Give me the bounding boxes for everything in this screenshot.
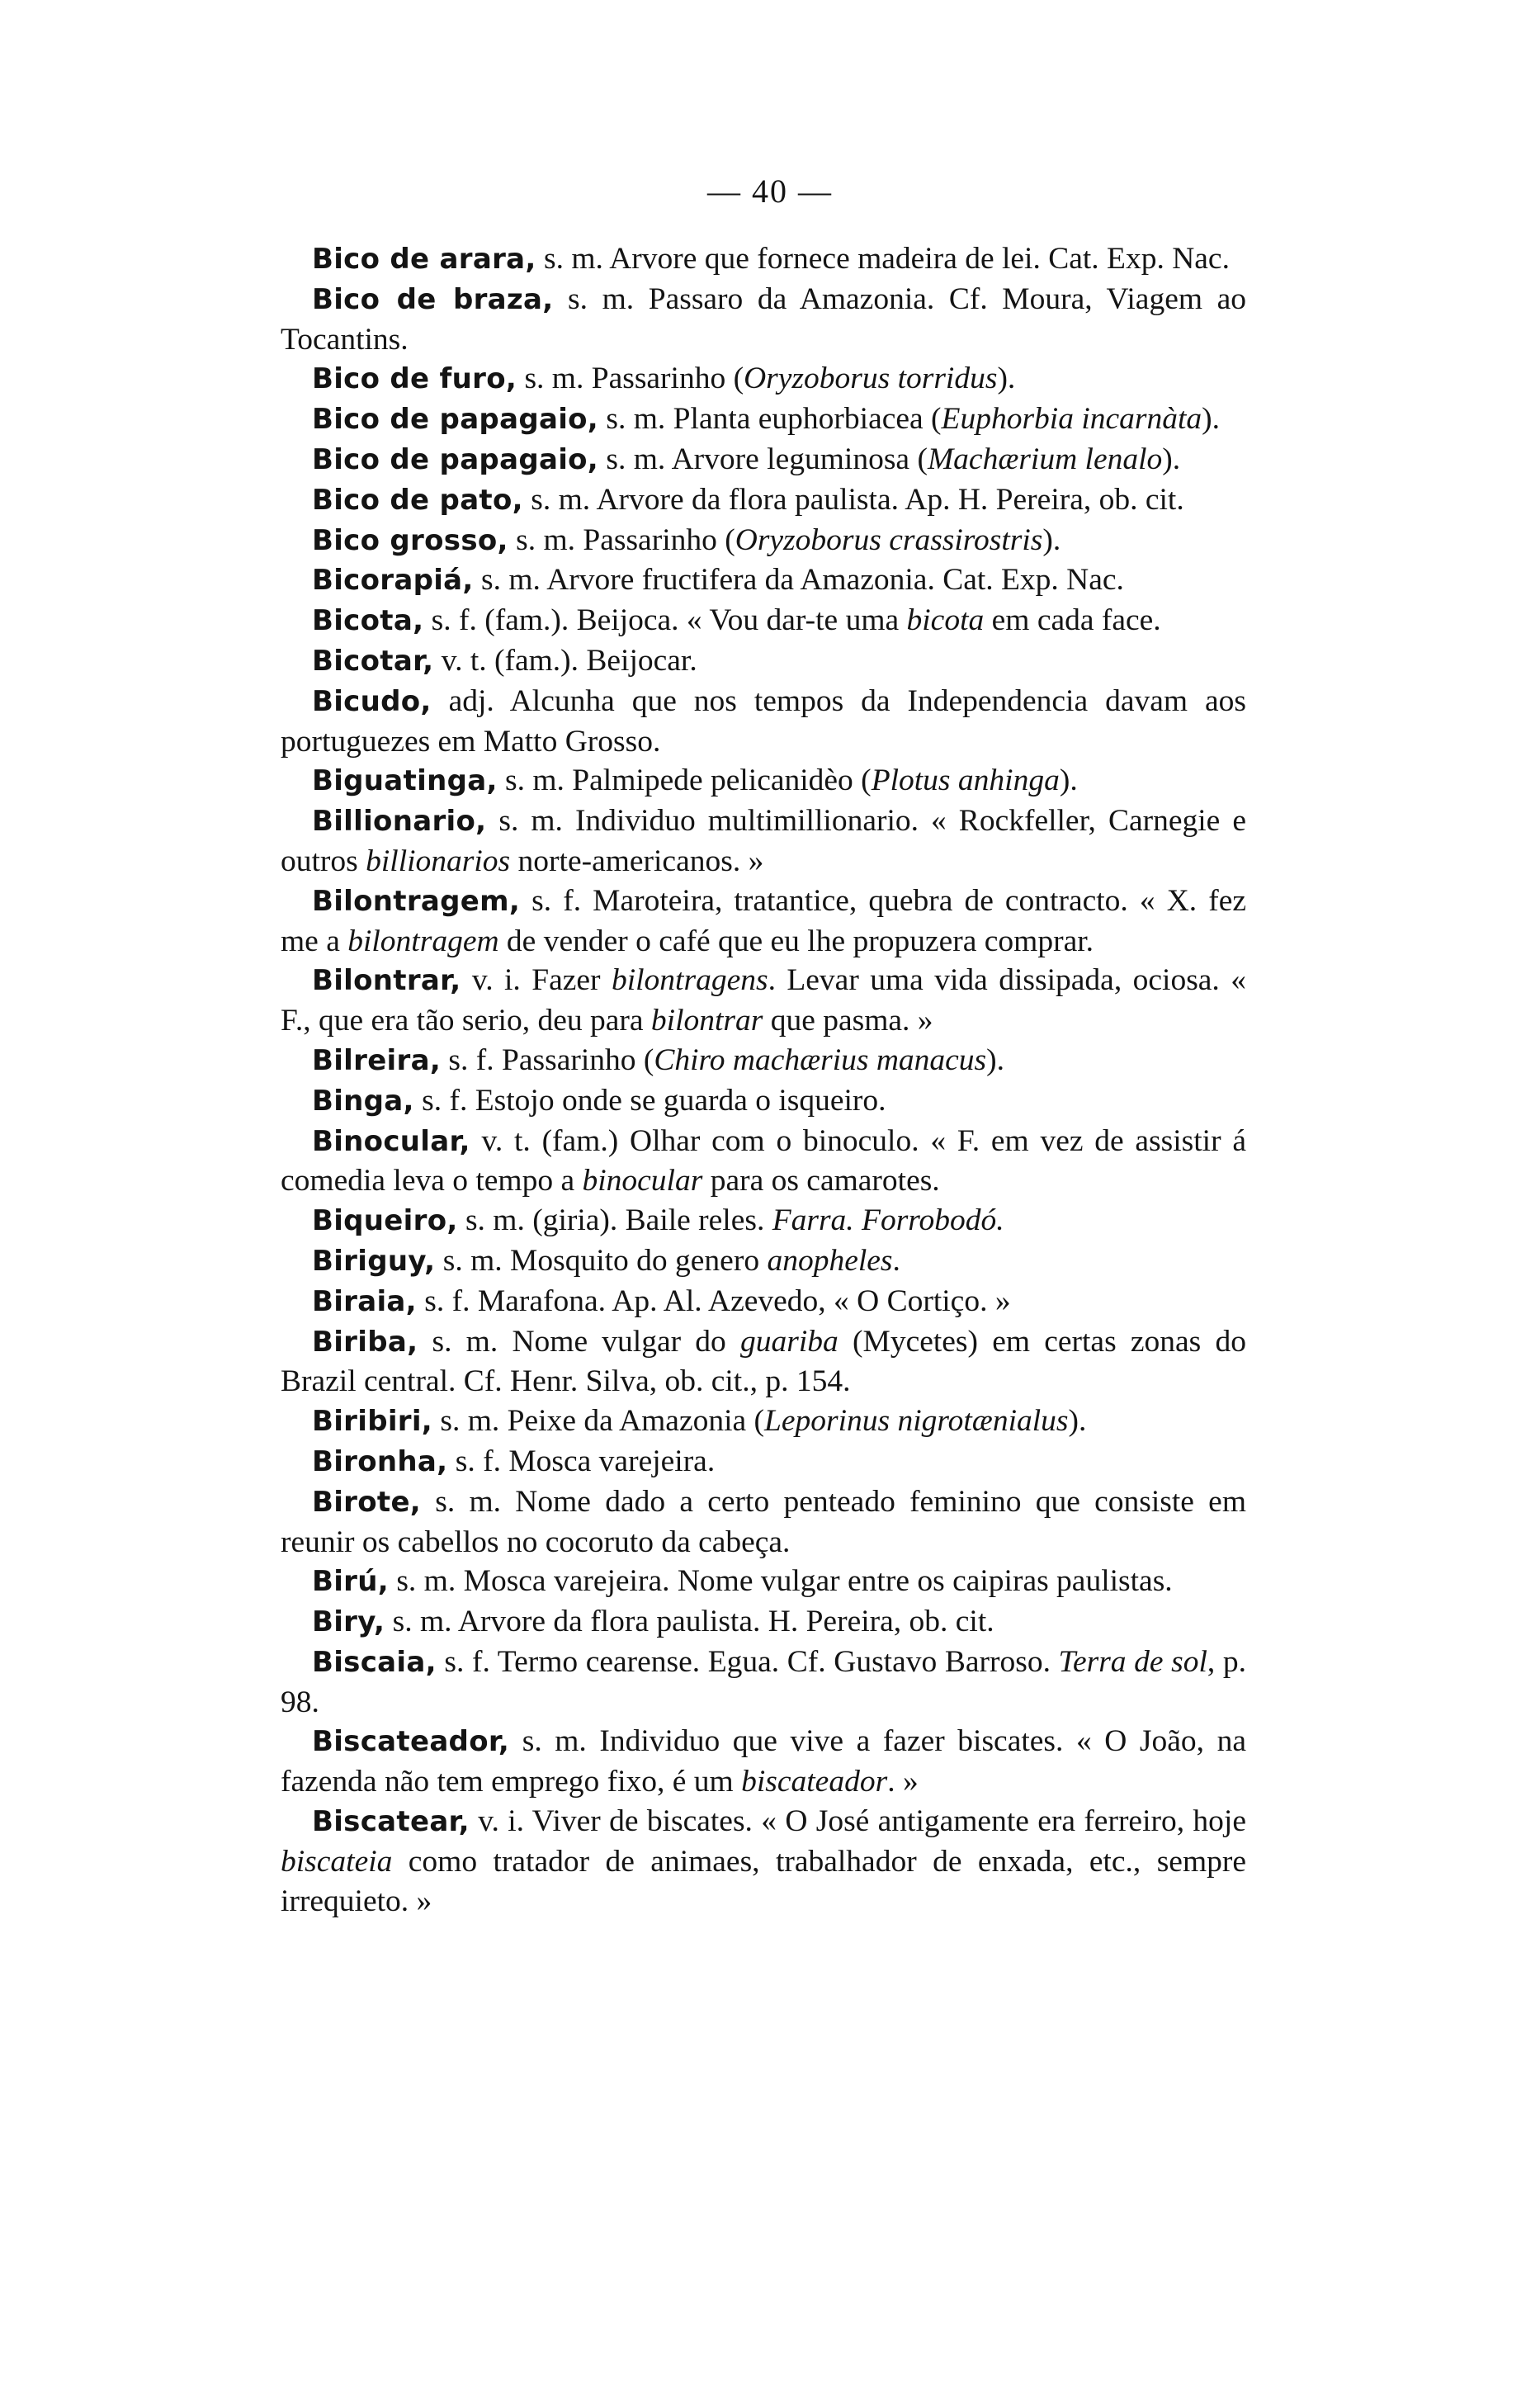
entry-headword: Biriguy, <box>312 1244 436 1278</box>
dictionary-entry <box>281 1081 1246 1122</box>
entry-text: ). <box>1202 402 1221 437</box>
entry-text: ). <box>1042 522 1061 557</box>
entry-italic-text: billionarios <box>366 844 511 878</box>
entry-text: . <box>892 1243 900 1278</box>
entry-headword: Biriba, <box>312 1325 418 1359</box>
entry-italic-text: Terra de sol <box>1058 1644 1207 1679</box>
entry-text: s. m. Mosca varejeira. Nome vulgar entre os caipiras paulistas. <box>388 1564 1173 1599</box>
dictionary-entry <box>281 961 1246 1041</box>
entry-headword: Biscateador, <box>312 1725 510 1759</box>
dictionary-entry <box>281 1482 1246 1562</box>
dictionary-entry <box>281 359 1246 399</box>
entry-headword: Bico grosso, <box>312 523 508 557</box>
entry-text: ). <box>997 362 1016 396</box>
entry-text: s. m. Passarinho ( <box>508 522 735 557</box>
dictionary-entry <box>281 399 1246 440</box>
dictionary-entry <box>281 1122 1246 1202</box>
entry-text: ). <box>1059 763 1078 798</box>
entry-headword: Biscaia, <box>312 1645 437 1679</box>
entry-text: ). <box>1068 1404 1087 1439</box>
entry-italic-text: Farra. Forrobodó. <box>772 1203 1004 1238</box>
entry-headword: Binocular, <box>312 1124 470 1158</box>
dictionary-entry <box>281 601 1246 641</box>
entry-text: s. m. Individuo multimillionario. « Rockfeller, Carnegie e outros <box>281 804 1246 878</box>
entry-text: s. f. Marafona. Ap. Al. Azevedo, « O Cortiço. » <box>416 1283 1011 1318</box>
entry-text: s. m. Palmipede pelicanidèo ( <box>497 763 872 798</box>
entry-text: s. m. Mosquito do genero <box>435 1243 768 1278</box>
dictionary-entry <box>281 1602 1246 1643</box>
dictionary-entry <box>281 1442 1246 1482</box>
dictionary-entry <box>281 1802 1246 1921</box>
dictionary-entry <box>281 682 1246 762</box>
entry-text: , p. 98. <box>281 1644 1247 1719</box>
entry-text: norte-americanos. » <box>510 844 764 878</box>
entry-text: s. m. Nome vulgar do <box>418 1324 741 1359</box>
dictionary-entry <box>281 761 1246 801</box>
entry-text: v. i. Fazer <box>461 963 612 998</box>
entry-headword: Biraia, <box>312 1284 417 1318</box>
entry-headword: Birú, <box>312 1565 389 1599</box>
entry-text: . » <box>887 1765 919 1799</box>
dictionary-entry <box>281 1643 1246 1723</box>
entry-text: que pasma. » <box>763 1004 933 1038</box>
entry-italic-text: guariba <box>740 1324 838 1359</box>
entry-italic-text: bilontragem <box>347 924 499 958</box>
entry-headword: Biscatear, <box>312 1805 470 1839</box>
entry-headword: Binga, <box>312 1084 414 1118</box>
entry-italic-text: biscateia <box>281 1844 393 1879</box>
dictionary-entry <box>281 1201 1246 1241</box>
entry-italic-text: bicota <box>906 603 985 638</box>
entry-italic-text: Chiro machærius manacus <box>654 1042 987 1077</box>
entry-text: s. m. Arvore leguminosa ( <box>598 442 928 476</box>
dictionary-entry <box>281 1282 1246 1322</box>
entry-text: . Levar uma vida dissipada, ociosa. « F., que era tão serio, deu para <box>281 963 1246 1038</box>
entry-text: s. m. Passarinho ( <box>517 362 744 396</box>
dictionary-entry <box>281 801 1246 882</box>
dictionary-entry <box>281 1722 1246 1802</box>
entry-text: s. m. Nome dado a certo penteado feminino que consiste em reunir os cabellos no cocoruto da cabeça. <box>281 1484 1246 1559</box>
page-number: — 40 — <box>707 173 833 210</box>
entry-headword: Bicudo, <box>312 684 432 718</box>
entry-headword: Bicota, <box>312 604 424 638</box>
entry-text: s. f. Estojo onde se guarda o isqueiro. <box>413 1083 886 1118</box>
entry-text: s. f. (fam.). Beijoca. « Vou dar-te uma <box>423 603 907 638</box>
dictionary-entry <box>281 1241 1246 1282</box>
entry-text: s. m. Peixe da Amazonia ( <box>432 1404 765 1439</box>
entry-headword: Biqueiro, <box>312 1204 458 1238</box>
entry-text: s. f. Mosca varejeira. <box>447 1444 716 1478</box>
entry-italic-text: anopheles <box>767 1243 893 1278</box>
entry-headword: Bilontragem, <box>312 884 521 918</box>
dictionary-entry <box>281 480 1246 521</box>
entry-text: v. t. (fam.) Olhar com o binoculo. « F. em vez de assistir á comedia leva o tempo a <box>281 1123 1246 1198</box>
dictionary-entry <box>281 440 1246 480</box>
entry-italic-text: Leporinus nigrotænialus <box>764 1404 1069 1439</box>
dictionary-entry <box>281 1562 1246 1602</box>
entry-headword: Birote, <box>312 1485 422 1519</box>
entry-italic-text: Oryzoborus torridus <box>744 362 998 396</box>
dictionary-entry <box>281 1041 1246 1081</box>
entry-headword: Bico de arara, <box>312 243 536 276</box>
entry-italic-text: Machærium lenalo <box>927 442 1163 476</box>
entry-headword: Bicotar, <box>312 644 434 678</box>
entry-text: s. m. (giria). Baile reles. <box>457 1203 772 1238</box>
entry-text: s. f. Termo cearense. Egua. Cf. Gustavo Barroso. <box>436 1644 1059 1679</box>
dictionary-entry <box>281 1322 1246 1402</box>
entry-text: ). <box>986 1042 1005 1077</box>
dictionary-entry <box>281 1402 1246 1442</box>
entry-text: s. m. Arvore que fornece madeira de lei. Cat. Exp. Nac. <box>536 242 1230 276</box>
dictionary-entry <box>281 280 1246 360</box>
entry-headword: Bico de braza, <box>312 282 554 316</box>
entry-text: s. m. Individuo que vive a fazer biscates. « O João, na fazenda não tem emprego fixo, é um <box>281 1724 1246 1799</box>
entry-headword: Bicorapiá, <box>312 564 474 598</box>
entry-text: v. i. Viver de biscates. « O José antigamente era ferreiro, hoje <box>469 1804 1246 1839</box>
entry-text: s. f. Maroteira, tratantice, quebra de contracto. « X. fez me a <box>281 883 1246 958</box>
entry-headword: Billionario, <box>312 805 487 839</box>
entry-italic-text: binocular <box>582 1164 703 1198</box>
entry-text: s. m. Passaro da Amazonia. Cf. Moura, Viagem ao Tocantins. <box>281 281 1246 357</box>
dictionary-entry <box>281 560 1246 601</box>
entry-text: para os camarotes. <box>702 1164 940 1198</box>
entry-text: v. t. (fam.). Beijocar. <box>433 643 697 678</box>
dictionary-entry <box>281 521 1246 561</box>
entry-text: s. m. Arvore fructifera da Amazonia. Cat. Exp. Nac. <box>473 563 1124 598</box>
dictionary-entry <box>281 641 1246 682</box>
entry-headword: Biguatinga, <box>312 764 498 798</box>
entry-italic-text: Euphorbia incarnàta <box>941 402 1202 437</box>
entry-text: (Mycetes) em certas zonas do Brazil central. Cf. Henr. Silva, ob. cit., p. 154. <box>281 1324 1246 1399</box>
entry-text: s. m. Arvore da flora paulista. H. Pereira, ob. cit. <box>385 1605 994 1639</box>
entry-text: s. m. Arvore da flora paulista. Ap. H. Pereira, ob. cit. <box>522 482 1184 517</box>
entry-headword: Bico de pato, <box>312 483 523 517</box>
entry-headword: Biribiri, <box>312 1405 433 1439</box>
entry-italic-text: Plotus anhinga <box>871 763 1060 798</box>
dictionary-entry <box>281 882 1246 962</box>
entry-italic-text: bilontrar <box>650 1004 763 1038</box>
entry-headword: Bico de papagaio, <box>312 442 599 476</box>
entry-italic-text: bilontragens <box>611 963 768 998</box>
entry-headword: Bico de papagaio, <box>312 403 599 437</box>
entry-headword: Bironha, <box>312 1444 448 1478</box>
entry-text: ). <box>1162 442 1181 476</box>
entry-italic-text: Oryzoborus crassirostris <box>735 522 1043 557</box>
entry-text: s. f. Passarinho ( <box>441 1042 654 1077</box>
dictionary-entry <box>281 239 1246 280</box>
entry-headword: Biry, <box>312 1605 385 1639</box>
entry-text: em cada face. <box>984 603 1161 638</box>
entry-headword: Bilreira, <box>312 1043 442 1077</box>
entry-text: s. m. Planta euphorbiacea ( <box>598 402 942 437</box>
entry-headword: Bilontrar, <box>312 964 461 998</box>
entry-text: adj. Alcunha que nos tempos da Independencia davam aos portuguezes em Matto Grosso. <box>281 683 1246 759</box>
entry-italic-text: biscateador <box>741 1765 888 1799</box>
entry-text: de vender o café que eu lhe propuzera comprar. <box>498 924 1094 958</box>
entry-list <box>281 239 1246 1921</box>
entry-headword: Bico de furo, <box>312 362 517 396</box>
entry-text: como tratador de animaes, trabalhador de enxada, etc., sempre irrequieto. » <box>281 1844 1246 1918</box>
